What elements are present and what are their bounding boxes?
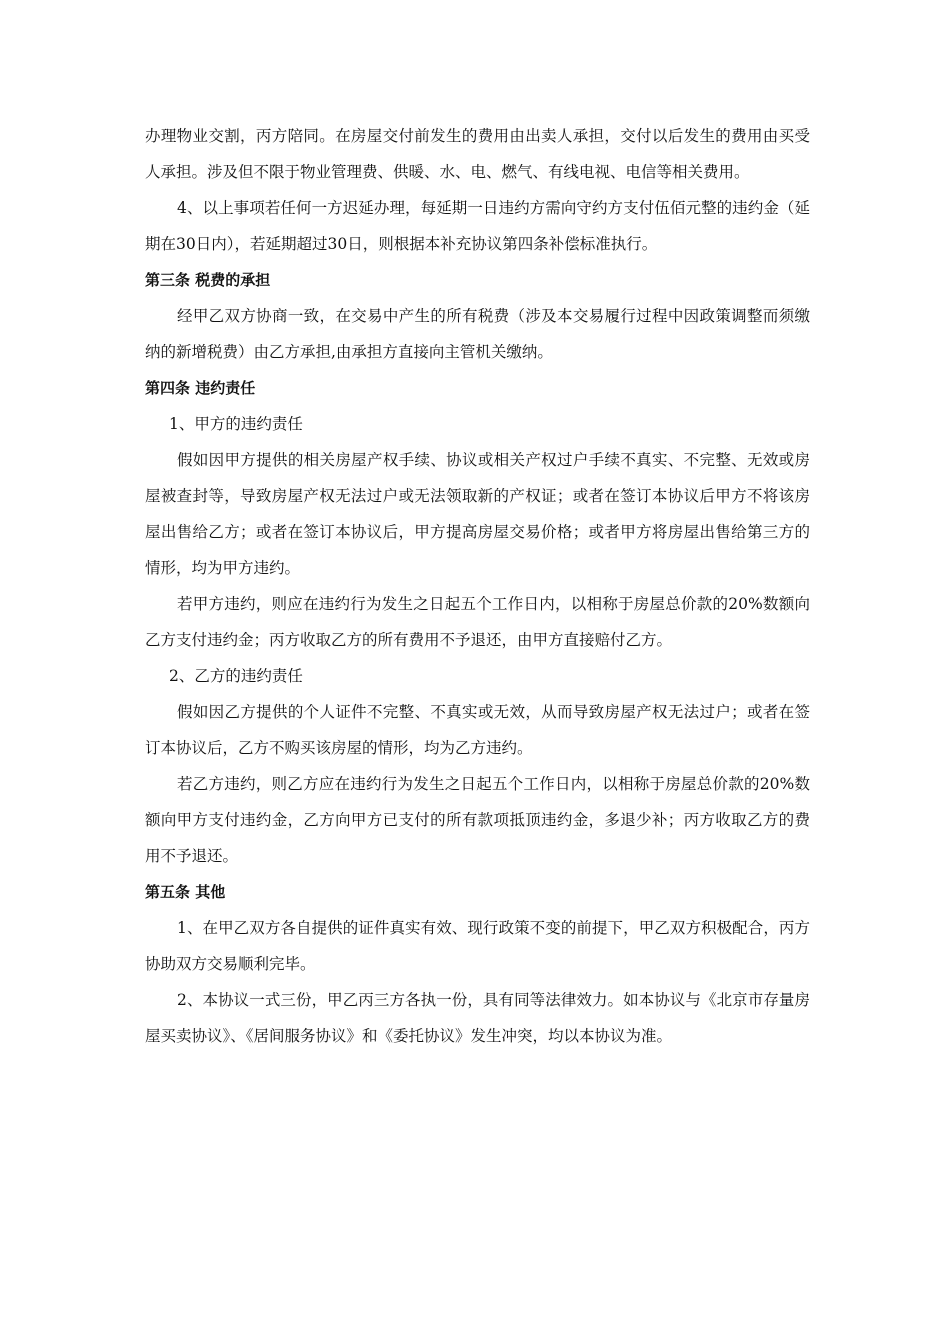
heading-article-3: 第三条 税费的承担 bbox=[145, 271, 271, 289]
heading-article-5: 第五条 其他 bbox=[145, 883, 226, 901]
document-body bbox=[145, 118, 810, 1054]
paragraph-party-b-penalty: 若乙方违约，则乙方应在违约行为发生之日起五个工作日内，以相称于房屋总价款的20%数额向甲方支付违约金，乙方向甲方已支付的所有款项抵顶违约金，多退少补；丙方收取乙方的费用不予退还。 bbox=[145, 775, 810, 865]
subheading-party-b-liability: 2、乙方的违约责任 bbox=[169, 667, 303, 685]
subheading-party-a-liability: 1、甲方的违约责任 bbox=[169, 415, 303, 433]
paragraph-delay-penalty: 4、以上事项若任何一方迟延办理，每延期一日违约方需向守约方支付伍佰元整的违约金（延期在30日内），若延期超过30日，则根据本补充协议第四条补偿标准执行。 bbox=[145, 199, 810, 253]
paragraph-cooperation: 1、在甲乙双方各自提供的证件真实有效、现行政策不变的前提下，甲乙双方积极配合，丙方协助双方交易顺利完毕。 bbox=[145, 919, 810, 973]
paragraph-party-a-breach-cases: 假如因甲方提供的相关房屋产权手续、协议或相关产权过户手续不真实、不完整、无效或房屋被查封等，导致房屋产权无法过户或无法领取新的产权证；或者在签订本协议后甲方不将该房屋出售给乙方；或者在签订本协议后，甲方提高房屋交易价格；或者甲方将房屋出售给第三方的情形，均为甲方违约。 bbox=[145, 451, 810, 577]
paragraph-property-handover: 办理物业交割，丙方陪同。在房屋交付前发生的费用由出卖人承担，交付以后发生的费用由买受人承担。涉及但不限于物业管理费、供暖、水、电、燃气、有线电视、电信等相关费用。 bbox=[145, 127, 810, 181]
paragraph-copies-validity: 2、本协议一式三份，甲乙丙三方各执一份，具有同等法律效力。如本协议与《北京市存量房屋买卖协议》、《居间服务协议》和《委托协议》发生冲突，均以本协议为准。 bbox=[145, 991, 810, 1045]
heading-article-4: 第四条 违约责任 bbox=[145, 379, 256, 397]
paragraph-party-a-penalty: 若甲方违约，则应在违约行为发生之日起五个工作日内，以相称于房屋总价款的20%数额向乙方支付违约金；丙方收取乙方的所有费用不予退还，由甲方直接赔付乙方。 bbox=[145, 595, 810, 649]
paragraph-tax-burden: 经甲乙双方协商一致，在交易中产生的所有税费（涉及本交易履行过程中因政策调整而须缴纳的新增税费）由乙方承担,由承担方直接向主管机关缴纳。 bbox=[145, 307, 810, 361]
paragraph-party-b-breach-cases: 假如因乙方提供的个人证件不完整、不真实或无效，从而导致房屋产权无法过户；或者在签订本协议后，乙方不购买该房屋的情形，均为乙方违约。 bbox=[145, 703, 810, 757]
